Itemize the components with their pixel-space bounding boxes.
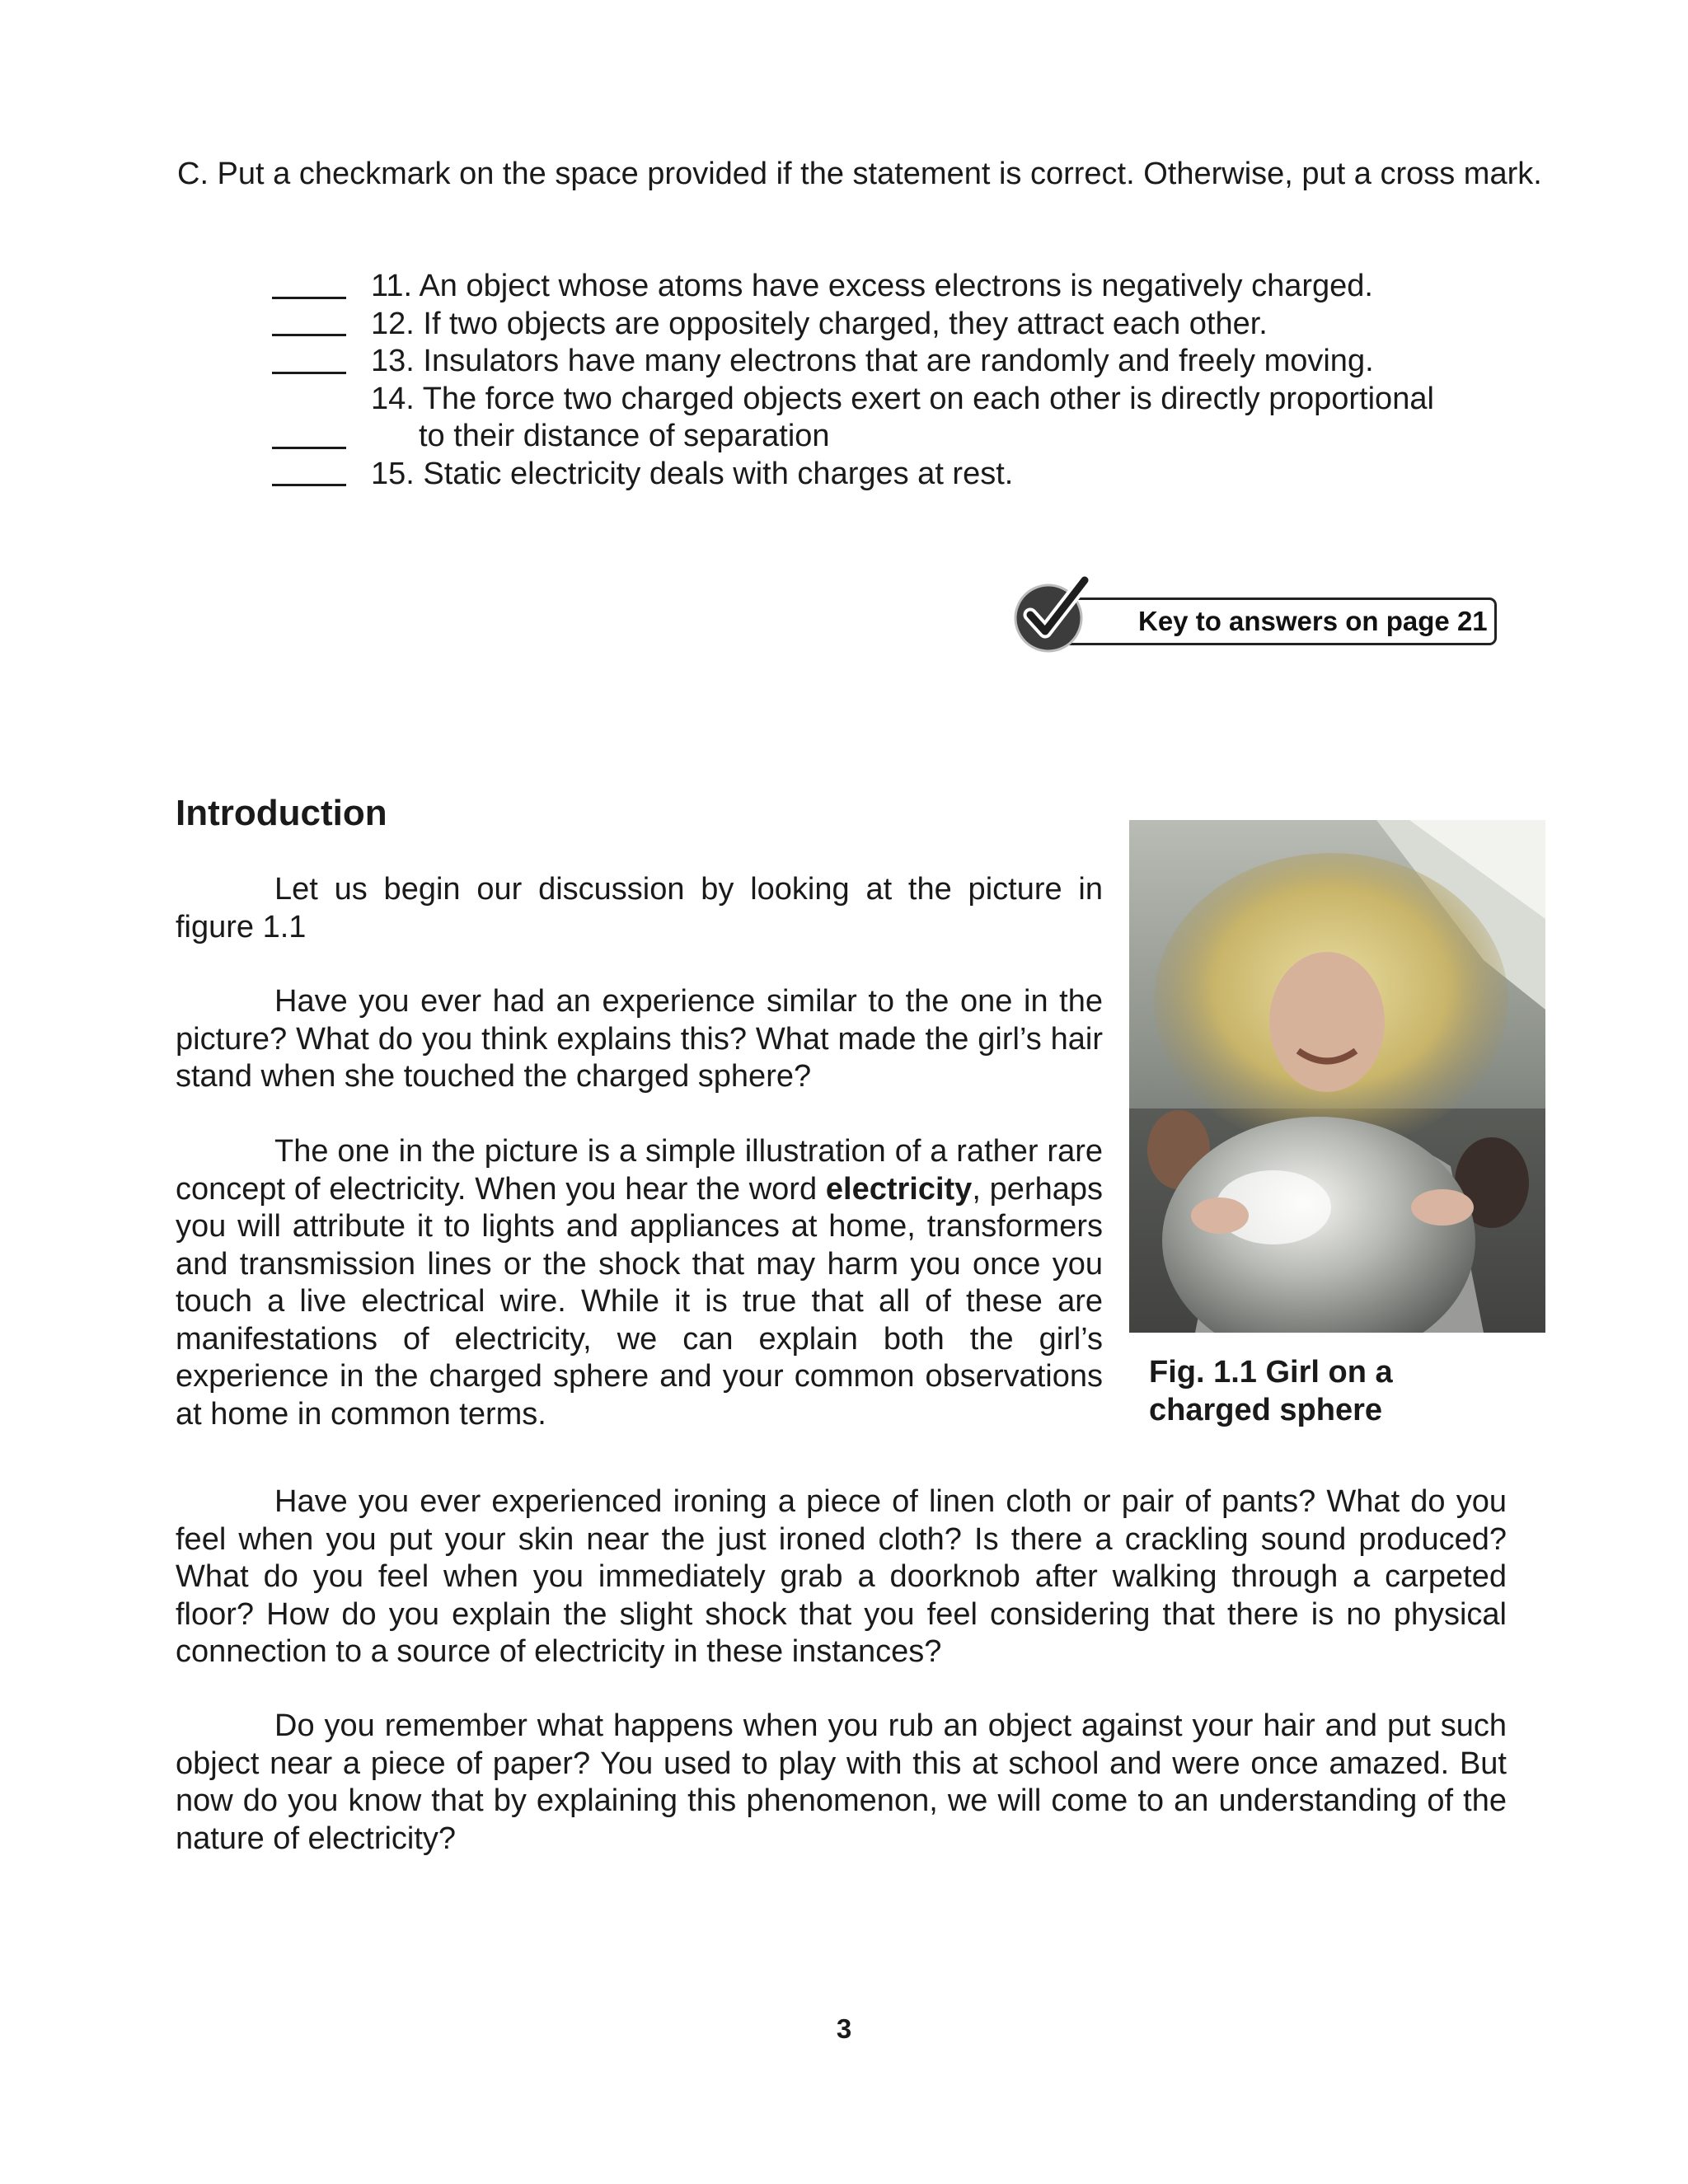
paragraph-5: Do you remember what happens when you rub an object against your hair and put such object near a piece of paper? You used to play with this at school and were once amazed. But now do you know that by explaining this phenomenon, we will come to an understanding of the nature of electricity? bbox=[176, 1708, 1507, 1856]
answer-key-callout[interactable] bbox=[1012, 570, 1498, 653]
figure-photo bbox=[1129, 820, 1545, 1333]
statement-item-12 bbox=[272, 306, 1508, 344]
paragraph-3 bbox=[176, 1133, 1103, 1433]
statement-text: 13. Insulators have many electrons that are randomly and freely moving. bbox=[371, 344, 1374, 378]
statement-continuation: to their distance of separation bbox=[419, 419, 830, 453]
statement-item-13 bbox=[272, 343, 1508, 381]
statement-text: 15. Static electricity deals with charges at rest. bbox=[371, 456, 1014, 491]
answer-key-label-box bbox=[1060, 598, 1497, 645]
statement-text: 12. If two objects are oppositely charged, they attract each other. bbox=[371, 306, 1268, 341]
answer-key-label: Key to answers on page 21 bbox=[1138, 606, 1488, 636]
girl-photo-illustration bbox=[1129, 820, 1545, 1333]
paragraph-3-text-cont: , perhaps you will attribute it to lights and appliances at home, transformers and transmission lines or the shock that may harm you once you touch a live electrical wire. While it is true that all of these are manifestations of electricity, we can explain both the girl’s experience in the charged sphere and your common observations at home in common terms. bbox=[176, 1171, 1103, 1432]
paragraph-2: Have you ever had an experience similar to the one in the picture? What do you think explains this? What made the girl’s hair stand when she touched the charged sphere? bbox=[176, 984, 1103, 1094]
paragraph-3-text: The one in the picture is a simple illustration of a rather rare concept of electricity. When you hear the word bbox=[176, 1134, 1103, 1207]
section-c-instruction: C. Put a checkmark on the space provided if the statement is correct. Otherwise, put a cross mark. bbox=[177, 157, 1542, 191]
figure-caption: Fig. 1.1 Girl on a charged sphere bbox=[1149, 1355, 1393, 1427]
paragraph-4: Have you ever experienced ironing a piece of linen cloth or pair of pants? What do you feel when you put your skin near the just ironed cloth? Is there a crackling sound produced? What do you feel when you immediately grab a doorknob after walking through a carpeted floor? How do you explain the slight shock that you feel considering that there is no physical connection to a source of electricity in these instances? bbox=[176, 1484, 1507, 1669]
true-false-items bbox=[272, 268, 1508, 493]
page-number: 3 bbox=[836, 2013, 852, 2044]
answer-blank[interactable] bbox=[272, 306, 346, 344]
statement-item-14 bbox=[272, 381, 1508, 456]
answer-blank[interactable] bbox=[272, 268, 346, 306]
bold-term: electricity bbox=[825, 1171, 973, 1207]
answer-blank[interactable] bbox=[272, 456, 346, 494]
statement-text: 11. An object whose atoms have excess electrons is negatively charged. bbox=[371, 269, 1373, 303]
answer-blank[interactable] bbox=[272, 343, 346, 381]
statement-item-15 bbox=[272, 456, 1508, 494]
checkmark-icon bbox=[1012, 570, 1098, 656]
answer-blank[interactable] bbox=[272, 381, 346, 456]
statement-item-11 bbox=[272, 268, 1508, 306]
paragraph-1: Let us begin our discussion by looking at the picture in figure 1.1 bbox=[176, 872, 1103, 944]
statement-text-group bbox=[371, 381, 1508, 456]
statement-text: 14. The force two charged objects exert on each other is directly proportional bbox=[371, 381, 1434, 416]
section-heading: Introduction bbox=[176, 793, 387, 833]
